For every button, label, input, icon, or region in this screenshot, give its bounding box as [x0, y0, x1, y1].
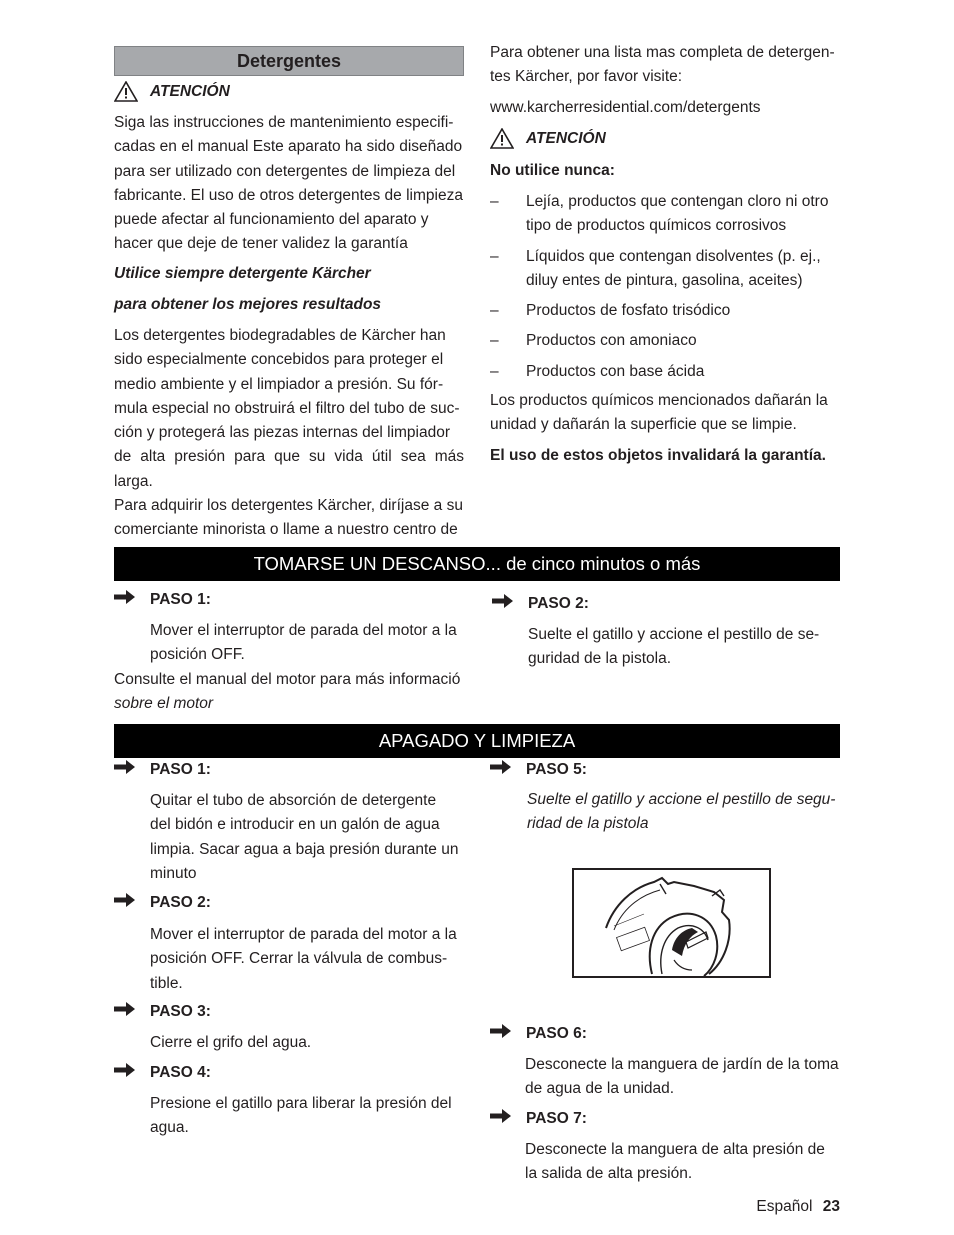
page-footer: [756, 1198, 840, 1216]
apagado-step-2-text: [150, 923, 464, 996]
arrow-right-icon: [114, 759, 150, 780]
step-label: PASO 2:: [528, 594, 589, 612]
text-line: comerciante minorista o llame a nuestro centro de: [114, 521, 458, 539]
text-line: de alta presión para que su vida útil sea más larga.: [114, 448, 464, 490]
text-line: Lejía, productos que contengan cloro ni otro: [526, 193, 829, 210]
arrow-right-icon: [114, 1062, 150, 1083]
apagado-step-6-text: [525, 1053, 840, 1102]
text-line: Los detergentes biodegradables de Kärcher han: [114, 327, 446, 344]
text-line: Productos con base ácida: [526, 362, 705, 380]
step-label: PASO 4:: [150, 1063, 211, 1081]
step-label: PASO 3:: [150, 1002, 211, 1020]
step-label: PASO 1:: [150, 590, 211, 608]
detergent-list-intro: [490, 41, 840, 90]
step-label: PASO 6:: [526, 1024, 587, 1042]
dash-bullet: –: [490, 302, 499, 320]
warning-triangle-icon: [114, 81, 138, 102]
text-line: la salida de alta presión.: [525, 1165, 693, 1183]
apagado-step-1-text: [150, 789, 464, 886]
text-line: Quitar el tubo de absorción de detergente: [150, 792, 437, 809]
forbidden-products-list: [490, 190, 840, 384]
text-line: tipo de productos químicos corrosivos: [526, 217, 787, 235]
attention-label: ATENCIÓN: [150, 82, 230, 100]
maintenance-paragraph: [114, 111, 464, 257]
apagado-step-3: [114, 1001, 211, 1022]
apagado-step-4: [114, 1062, 211, 1083]
list-item: [490, 299, 840, 323]
dash-bullet: –: [490, 332, 499, 350]
text-line: puede afectar al funcionamiento del aparato y: [114, 211, 429, 229]
descanso-step-1-text: [150, 619, 464, 668]
section-header-detergentes: [114, 46, 464, 76]
text-line: Para adquirir los detergentes Kärcher, diríjase a su: [114, 497, 463, 515]
text-line: Para obtener una lista mas completa de detergen-: [490, 44, 835, 61]
text-line: sido especialmente concebidos para proteger el: [114, 351, 444, 369]
text-line: ción y protegerá las piezas internas del limpiador: [114, 424, 451, 442]
text-line: Siga las instrucciones de mantenimiento especifi-: [114, 114, 454, 131]
text-line: Suelte el gatillo y accione el pestillo de segu-: [527, 791, 836, 808]
attention-notice-2: [490, 128, 606, 149]
text-line: Presione el gatillo para liberar la presión del: [150, 1095, 452, 1112]
text-line: mula especial no obstruirá el filtro del tubo de suc-: [114, 399, 460, 417]
step-label: PASO 5:: [526, 760, 587, 778]
engine-manual-note: [114, 668, 466, 717]
text-line: Mover el interruptor de parada del motor a la: [150, 622, 457, 639]
text-line: del bidón e introducir en un galón de agua: [150, 816, 440, 834]
dash-bullet: –: [490, 247, 499, 265]
warranty-warning: El uso de estos objetos invalidará la garantía.: [490, 447, 826, 464]
section-header-descanso: [114, 547, 840, 581]
text-line: Desconecte la manguera de jardín de la toma: [525, 1056, 839, 1073]
section-title: APAGADO Y LIMPIEZA: [378, 730, 576, 751]
apagado-step-5-text: [527, 788, 840, 837]
footer-language: Español: [756, 1198, 813, 1215]
text-line: posición OFF. Cerrar la válvula de combus-: [150, 950, 448, 968]
dash-bullet: –: [490, 362, 499, 380]
text-line: posición OFF.: [150, 646, 245, 664]
dash-bullet: –: [490, 193, 499, 210]
arrow-right-icon: [114, 589, 150, 610]
text-line: limpia. Sacar agua a baja presión durante un: [150, 840, 459, 858]
emphasis-line-2: para obtener los mejores resultados: [114, 296, 382, 313]
apagado-step-7-text: [525, 1138, 840, 1187]
emphasis-line-1: Utilice siempre detergente Kärcher: [114, 265, 371, 282]
descanso-step-1: [114, 589, 211, 610]
text-line: Desconecte la manguera de alta presión de: [525, 1141, 825, 1158]
text-line: fabricante. El uso de otros detergentes de limpieza: [114, 186, 463, 204]
descanso-step-2: [492, 593, 589, 614]
arrow-right-icon: [490, 1023, 526, 1044]
spray-gun-latch-illustration: [572, 868, 771, 978]
arrow-right-icon: [114, 1001, 150, 1022]
text-line: Productos con amoniaco: [526, 332, 697, 350]
attention-label: ATENCIÓN: [526, 129, 606, 147]
text-line: minuto: [150, 864, 197, 882]
text-line: unidad y dañarán la superficie que se limpie.: [490, 416, 797, 434]
spray-gun-drawing: [574, 870, 769, 976]
list-item: [490, 329, 840, 353]
text-line: Consulte el manual del motor para más informació: [114, 671, 461, 688]
section-header-apagado: [114, 724, 840, 758]
text-line: hacer que deje de tener validez la garantía: [114, 235, 408, 253]
text-line: guridad de la pistola.: [528, 650, 672, 668]
step-label: PASO 1:: [150, 760, 211, 778]
text-line: cadas en el manual Este aparato ha sido diseñado: [114, 138, 463, 156]
apagado-step-1: [114, 759, 211, 780]
text-line: Productos de fosfato trisódico: [526, 302, 731, 320]
text-line: medio ambiente y el limpiador a presión. Su fór-: [114, 375, 444, 393]
warning-triangle-icon: [490, 128, 514, 149]
text-line: agua.: [150, 1119, 189, 1137]
text-line: sobre el motor: [114, 695, 214, 713]
apagado-step-7: [490, 1108, 587, 1129]
text-line: ridad de la pistola: [527, 815, 649, 833]
attention-notice: [114, 81, 230, 102]
list-item: [490, 245, 840, 294]
text-line: diluy entes de pintura, gasolina, aceites): [526, 271, 803, 289]
step-label: PASO 7:: [526, 1109, 587, 1127]
arrow-right-icon: [492, 593, 528, 614]
text-line: de agua de la unidad.: [525, 1080, 675, 1098]
apagado-step-3-text: [150, 1031, 464, 1055]
apagado-step-4-text: [150, 1092, 464, 1141]
page-number: 23: [822, 1198, 840, 1215]
descanso-step-2-text: [528, 623, 840, 672]
text-line: Los productos químicos mencionados dañarán la: [490, 392, 828, 409]
apagado-step-5: [490, 759, 587, 780]
never-use-heading: No utilice nunca:: [490, 162, 615, 179]
step-label: PASO 2:: [150, 893, 211, 911]
list-item: [490, 190, 840, 239]
text-line: tes Kärcher, por favor visite:: [490, 68, 683, 86]
arrow-right-icon: [490, 1108, 526, 1129]
arrow-right-icon: [490, 759, 526, 780]
arrow-right-icon: [114, 892, 150, 913]
text-line: Mover el interruptor de parada del motor a la: [150, 926, 457, 943]
text-line: Cierre el grifo del agua.: [150, 1034, 312, 1051]
apagado-step-2: [114, 892, 211, 913]
text-line: para ser utilizado con detergentes de limpieza del: [114, 162, 456, 180]
section-title: Detergentes: [236, 51, 342, 71]
damage-paragraph: [490, 389, 840, 438]
detergents-url-link[interactable]: www.karcherresidential.com/detergents: [490, 99, 761, 116]
text-line: Suelte el gatillo y accione el pestillo de se-: [528, 626, 820, 643]
text-line: tible.: [150, 974, 183, 992]
biodegradable-paragraph: [114, 324, 464, 567]
text-line: Líquidos que contengan disolventes (p. ej.,: [526, 247, 821, 265]
list-item: [490, 360, 840, 384]
apagado-step-6: [490, 1023, 587, 1044]
section-title: TOMARSE UN DESCANSO... de cinco minutos o más: [253, 553, 701, 574]
